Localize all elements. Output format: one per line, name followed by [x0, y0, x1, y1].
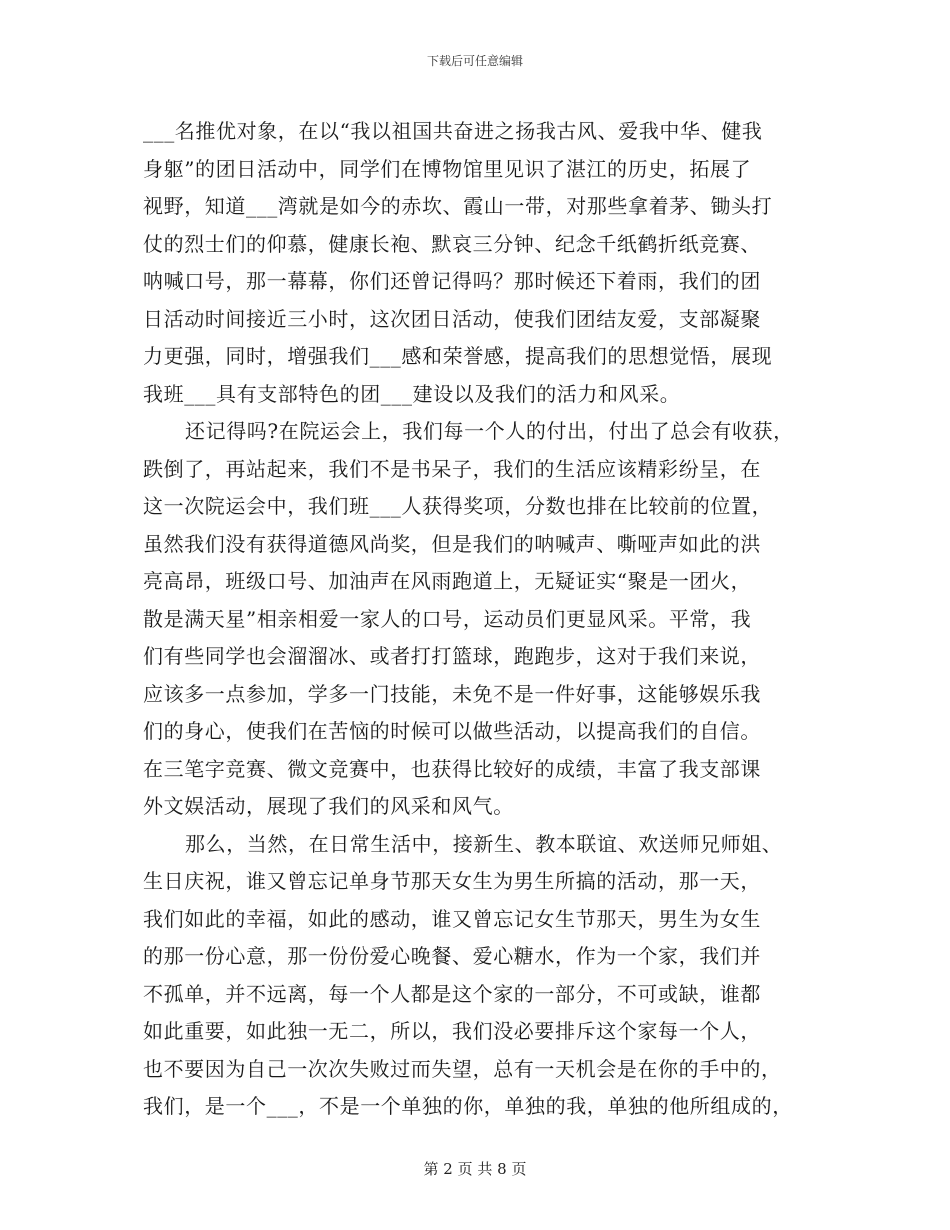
text-line: 不孤单，并不远离，每一个人都是这个家的一部分，不可或缺，谁都 [143, 981, 761, 1006]
text-line: 外文娱活动，展现了我们的风采和风气。 [143, 794, 514, 818]
text-line: 虽然我们没有获得道德风尚奖，但是我们的呐喊声、嘶哑声如此的洪 [143, 531, 761, 556]
paragraph-start-line: 那么，当然，在日常生活中，接新生、教本联谊、欢送师兄师姐、 [185, 831, 783, 856]
text-line: ___名推优对象，在以“我以祖国共奋进之扬我古风、爱我中华、健我 [143, 119, 763, 143]
text-line: 我班___具有支部特色的团___建设以及我们的活力和风采。 [143, 381, 681, 406]
text-line: 日活动时间接近三小时，这次团日活动，使我们团结友爱，支部凝聚 [143, 306, 761, 331]
text-line: 这一次院运会中，我们班___人获得奖项，分数也排在比较前的位置， [143, 494, 773, 518]
page-number-footer: 第 2 页 共 8 页 [423, 1160, 527, 1178]
text-line: 的那一份心意，那一份份爱心晚餐、爱心糖水，作为一个家，我们并 [143, 944, 761, 968]
page-header: 下载后可任意编辑 [426, 54, 523, 68]
text-line: 们的身心，使我们在苦恼的时候可以做些活动，以提高我们的自信。 [143, 719, 761, 743]
text-line: 如此重要，如此独一无二，所以，我们没必要排斥这个家每一个人， [143, 1019, 761, 1043]
text-line: 我们如此的幸福，如此的感动，谁又曾忘记女生节那天，男生为女生 [143, 906, 761, 931]
text-line: 跌倒了，再站起来，我们不是书呆子，我们的生活应该精彩纷呈，在 [143, 456, 761, 481]
text-line: 力更强，同时，增强我们___感和荣誉感，提高我们的思想觉悟，展现 [143, 344, 773, 368]
text-line: 呐喊口号，那一幕幕，你们还曾记得吗？那时候还下着雨，我们的团 [143, 269, 761, 293]
text-line: 散是满天星”相亲相爱一家人的口号，运动员们更显风采。平常，我 [143, 606, 752, 631]
text-line: 仗的烈士们的仰慕，健康长袍、默哀三分钟、纪念千纸鹤折纸竞赛、 [143, 231, 761, 256]
text-line: 亮高昂，班级口号、加油声在风雨跑道上，无疑证实“聚是一团火， [143, 569, 752, 593]
document-body [143, 113, 823, 1126]
text-line: 应该多一点参加，学多一门技能，未免不是一件好事，这能够娱乐我 [143, 681, 761, 706]
text-line: 身躯”的团日活动中，同学们在博物馆里见识了湛江的历史，拓展了 [143, 156, 752, 181]
text-line: 视野，知道___湾就是如今的赤坎、霞山一带，对那些拿着茅、锄头打 [143, 194, 773, 218]
text-line: 在三笔字竞赛、微文竞赛中，也获得比较好的成绩，丰富了我支部课 [143, 756, 761, 781]
paragraph-start-line: 还记得吗?在院运会上，我们每一个人的付出，付出了总会有收获， [185, 419, 794, 443]
text-line: 们有些同学也会溜溜冰、或者打打篮球，跑跑步，这对于我们来说， [143, 644, 761, 668]
text-line: 我们，是一个___，不是一个单独的你，单独的我，单独的他所组成的， [143, 1094, 793, 1118]
text-line: 也不要因为自己一次次失败过而失望，总有一天机会是在你的手中的， [143, 1056, 782, 1081]
text-line: 生日庆祝，谁又曾忘记单身节那天女生为男生所搞的活动，那一天， [143, 869, 761, 893]
